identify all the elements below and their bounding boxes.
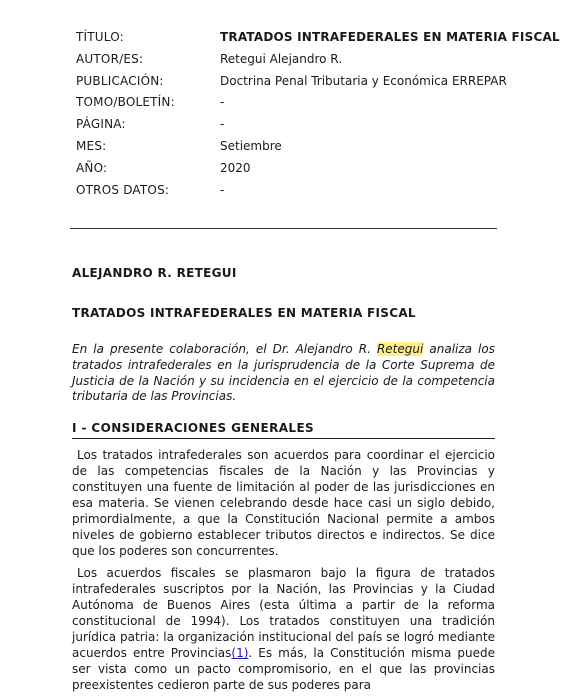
search-highlight: Retegui bbox=[376, 342, 424, 356]
metadata-label: OTROS DATOS: bbox=[76, 182, 170, 197]
metadata-label: PÁGINA: bbox=[76, 117, 126, 132]
metadata-value: TRATADOS INTRAFEDERALES EN MATERIA FISCAL bbox=[220, 30, 560, 44]
metadata-label: TOMO/BOLETÍN: bbox=[76, 95, 175, 110]
metadata-row-publication bbox=[76, 71, 560, 93]
metadata-value: Setiembre bbox=[220, 138, 282, 153]
paragraph: Los tratados intrafederales son acuerdos para coordinar el ejercicio de las competencias fiscales de la Nación y las Provincias y constituyen una fuente de limitación al poder de las jurisdicciones en esa materia. Se vienen celebrando desde hace casi un siglo debido, primordialmente, a que la Constitución Nacional permite a ambos niveles de gobierno establecer tributos directos e indirectos. Se dice que los poderes son concurrentes. bbox=[72, 448, 495, 559]
article-abstract bbox=[72, 342, 495, 405]
metadata-row-month bbox=[76, 136, 560, 158]
metadata-value: 2020 bbox=[220, 160, 251, 175]
metadata-row-volume bbox=[76, 92, 560, 114]
metadata-row-other bbox=[76, 180, 560, 202]
metadata-value: Retegui Alejandro R. bbox=[220, 51, 343, 66]
paragraph-text: . Es más, la Constitución misma puede ser vista como un pacto compromisorio, en el que las provincias preexistentes cedieron parte de sus poderes para bbox=[72, 646, 495, 693]
metadata-label: AUTOR/ES: bbox=[76, 51, 144, 66]
metadata-value: - bbox=[220, 95, 225, 110]
abstract-text: analiza los tratados intrafederales en la jurisprudencia de la Corte Suprema de Justicia de la Nación y su incidencia en el ejercicio de la competencia tributaria de las Provincias. bbox=[72, 342, 495, 404]
metadata-divider bbox=[70, 228, 497, 229]
metadata-value: - bbox=[220, 182, 225, 197]
metadata-label: AÑO: bbox=[76, 160, 108, 175]
metadata-value: Doctrina Penal Tributaria y Económica ERREPAR bbox=[220, 73, 507, 88]
metadata-row-author bbox=[76, 49, 560, 71]
metadata-label: TÍTULO: bbox=[76, 30, 124, 44]
footnote-link[interactable]: (1) bbox=[231, 646, 249, 661]
article-author: ALEJANDRO R. RETEGUI bbox=[72, 266, 237, 280]
metadata-row-year bbox=[76, 158, 560, 180]
paragraph bbox=[72, 565, 495, 693]
article-title: TRATADOS INTRAFEDERALES EN MATERIA FISCAL bbox=[72, 306, 416, 320]
document-metadata bbox=[76, 27, 560, 201]
metadata-label: MES: bbox=[76, 138, 107, 153]
metadata-value: - bbox=[220, 117, 225, 132]
metadata-row-page bbox=[76, 114, 560, 136]
metadata-row-title bbox=[76, 27, 560, 49]
paragraph-text: Los acuerdos fiscales se plasmaron bajo la figura de tratados intrafederales suscriptos por la Nación, las Provincias y la Ciudad Autónoma de Buenos Aires (esta última a partir de la reforma constitucional de 1994). Los tratados constituyen una tradición jurídica patria: la organización institucional del país se logró mediante acuerdos entre Provincias bbox=[72, 566, 495, 661]
article-body bbox=[72, 264, 495, 699]
section-heading: I - CONSIDERACIONES GENERALES bbox=[72, 419, 495, 439]
metadata-label: PUBLICACIÓN: bbox=[76, 73, 164, 88]
abstract-text: En la presente colaboración, el Dr. Alejandro R. bbox=[72, 342, 377, 356]
